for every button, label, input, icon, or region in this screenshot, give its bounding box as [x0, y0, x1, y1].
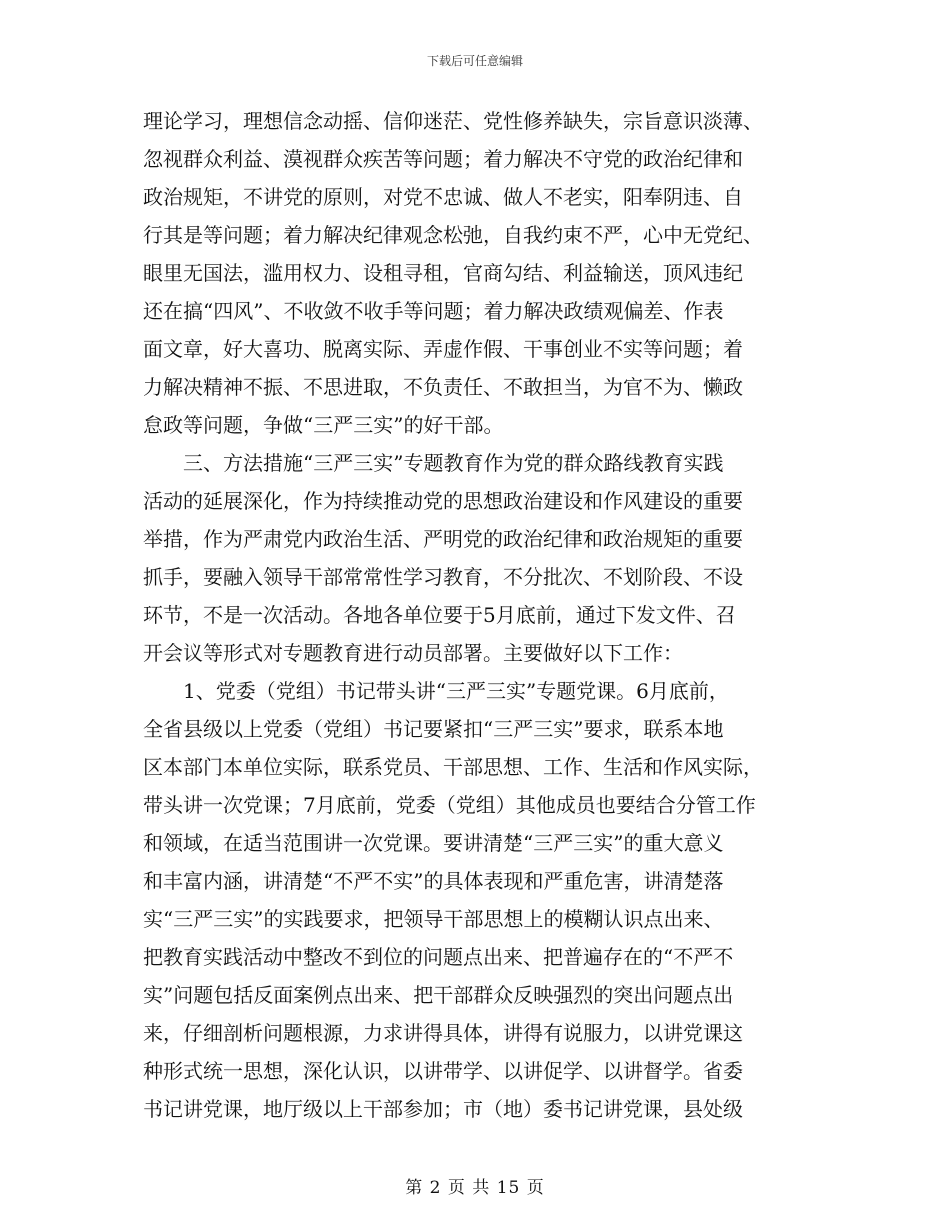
section-heading-line: 三、方法措施“三严三实”专题教育作为党的群众路线教育实践: [183, 451, 724, 475]
text-line: 眼里无国法，滥用权力、设租寻租，官商勾结、利益输送，顶风违纪: [143, 261, 743, 285]
text-line: 行其是等问题；着力解决纪律观念松弛，自我约束不严，心中无党纪、: [143, 223, 763, 247]
text-line: 开会议等形式对专题教育进行动员部署。主要做好以下工作：: [143, 641, 683, 665]
text-line: 实”问题包括反面案例点出来、把干部群众反映强烈的突出问题点出: [143, 983, 734, 1007]
page-header: 下载后可任意编辑: [426, 54, 523, 68]
text-line: 政治规矩，不讲党的原则，对党不忠诚、做人不老实，阳奉阴违、自: [143, 185, 743, 209]
text-line: 书记讲党课，地厅级以上干部参加；市（地）委书记讲党课，县处级: [143, 1097, 743, 1121]
text-line: 忽视群众利益、漠视群众疾苦等问题；着力解决不守党的政治纪律和: [143, 147, 743, 171]
text-line: 把教育实践活动中整改不到位的问题点出来、把普遍存在的“不严不: [143, 945, 734, 969]
text-line: 区本部门本单位实际，联系党员、干部思想、工作、生活和作风实际，: [143, 755, 763, 779]
text-line: 实“三严三实”的实践要求，把领导干部思想上的模糊认识点出来、: [143, 907, 724, 931]
text-line: 种形式统一思想，深化认识，以讲带学、以讲促学、以讲督学。省委: [143, 1059, 743, 1083]
text-line: 和丰富内涵，讲清楚“不严不实”的具体表现和严重危害，讲清楚落: [143, 869, 724, 893]
document-body: [143, 102, 808, 1128]
page-number: 第 2 页 共 15 页: [405, 1178, 545, 1198]
text-line: 来，仔细剖析问题根源，力求讲得具体，讲得有说服力，以讲党课这: [143, 1021, 743, 1045]
text-line: 活动的延展深化，作为持续推动党的思想政治建设和作风建设的重要: [143, 489, 743, 513]
text-line: 举措，作为严肃党内政治生活、严明党的政治纪律和政治规矩的重要: [143, 527, 743, 551]
text-line: 环节，不是一次活动。各地各单位要于5月底前，通过下发文件、召: [143, 603, 736, 627]
text-line: 还在搞“四风”、不收敛不收手等问题；着力解决政绩观偏差、作表: [143, 299, 724, 323]
text-line: 怠政等问题，争做“三严三实”的好干部。: [143, 413, 504, 437]
text-line: 抓手，要融入领导干部常常性学习教育，不分批次、不划阶段、不设: [143, 565, 743, 589]
text-line: 力解决精神不振、不思进取，不负责任、不敢担当，为官不为、懒政: [143, 375, 743, 399]
text-line: 带头讲一次党课；7月底前，党委（党组）其他成员也要结合分管工作: [143, 793, 756, 817]
text-line: 理论学习，理想信念动摇、信仰迷茫、党性修养缺失，宗旨意识淡薄、: [143, 109, 763, 133]
text-line: 面文章，好大喜功、脱离实际、弄虚作假、干事创业不实等问题；着: [143, 337, 743, 361]
text-line: 和领域，在适当范围讲一次党课。要讲清楚“三严三实”的重大意义: [143, 831, 724, 855]
item-heading-line: 1、党委（党组）书记带头讲“三严三实”专题党课。6月底前，: [183, 679, 729, 703]
text-line: 全省县级以上党委（党组）书记要紧扣“三严三实”要求，联系本地: [143, 717, 724, 741]
